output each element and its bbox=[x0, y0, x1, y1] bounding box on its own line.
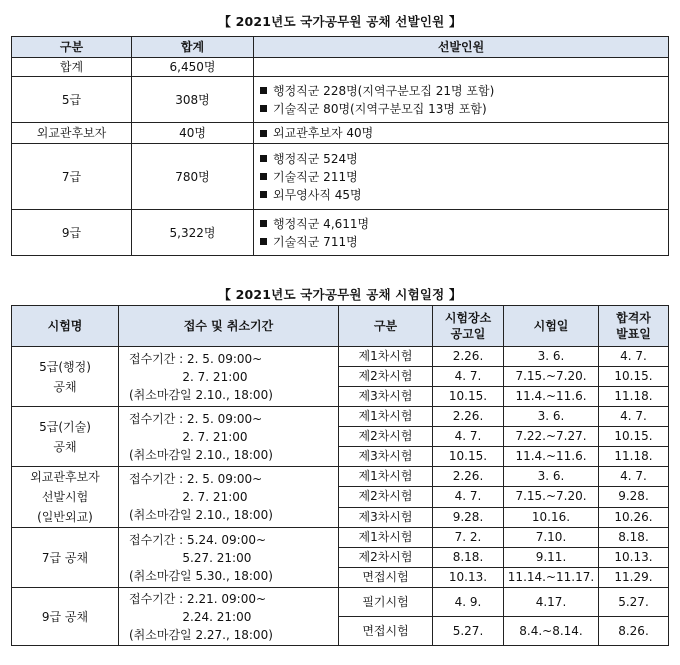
header-category: 구분 bbox=[12, 37, 132, 58]
venue-date-cell: 10.15. bbox=[433, 387, 504, 407]
total-cell: 308명 bbox=[132, 77, 254, 123]
detail-text: 행정직군 228명(지역구분모집 21명 포함) bbox=[273, 83, 495, 98]
category-cell: 9급 bbox=[12, 210, 132, 256]
details-cell bbox=[254, 210, 669, 256]
schedule-table-header bbox=[12, 306, 669, 347]
stage-cell: 제2차시험 bbox=[339, 427, 433, 447]
result-date-cell: 11.29. bbox=[599, 568, 669, 588]
detail-line bbox=[260, 168, 668, 186]
bullet-square-icon bbox=[260, 87, 267, 94]
exam-name-cell: 9급 공채 bbox=[12, 588, 119, 646]
detail-text: 행정직군 4,611명 bbox=[273, 216, 370, 231]
result-date-cell: 8.26. bbox=[599, 617, 669, 646]
bullet-square-icon bbox=[260, 105, 267, 112]
venue-date-cell: 2.26. bbox=[433, 347, 504, 367]
selection-row bbox=[12, 77, 669, 123]
bullet-square-icon bbox=[260, 220, 267, 227]
detail-line bbox=[260, 233, 668, 251]
details-cell bbox=[254, 123, 669, 144]
result-date-cell: 10.15. bbox=[599, 367, 669, 387]
schedule-row bbox=[12, 588, 669, 617]
exam-date-cell: 3. 6. bbox=[504, 407, 599, 427]
exam-date-cell: 3. 6. bbox=[504, 467, 599, 487]
header-total: 합계 bbox=[132, 37, 254, 58]
result-date-cell: 4. 7. bbox=[599, 407, 669, 427]
selection-row bbox=[12, 58, 669, 77]
total-cell: 780명 bbox=[132, 144, 254, 210]
venue-date-cell: 7. 2. bbox=[433, 528, 504, 548]
venue-date-cell: 5.27. bbox=[433, 617, 504, 646]
venue-date-cell: 2.26. bbox=[433, 407, 504, 427]
detail-text: 외교관후보자 40명 bbox=[273, 126, 374, 140]
stage-cell: 면접시험 bbox=[339, 617, 433, 646]
result-date-cell: 8.18. bbox=[599, 528, 669, 548]
period-cell: 접수기간 : 5.24. 09:00~ 5.27. 21:00 (취소마감일 5.30., 18:00) bbox=[119, 528, 339, 588]
detail-text: 기술직군 711명 bbox=[273, 234, 358, 249]
stage-cell: 제1차시험 bbox=[339, 347, 433, 367]
stage-cell: 제3차시험 bbox=[339, 387, 433, 407]
detail-text: 행정직군 524명 bbox=[273, 151, 358, 166]
result-date-cell: 10.15. bbox=[599, 427, 669, 447]
result-date-cell: 5.27. bbox=[599, 588, 669, 617]
stage-cell: 제2차시험 bbox=[339, 548, 433, 568]
exam-date-cell: 7.10. bbox=[504, 528, 599, 548]
exam-date-cell: 11.14.~11.17. bbox=[504, 568, 599, 588]
exam-date-cell: 11.4.~11.6. bbox=[504, 387, 599, 407]
stage-cell: 제1차시험 bbox=[339, 407, 433, 427]
exam-name-cell: 5급(기술) 공채 bbox=[12, 407, 119, 467]
schedule-table bbox=[11, 305, 669, 646]
selection-table-title: 【 2021년도 국가공무원 공채 선발인원 】 bbox=[218, 14, 462, 29]
details-cell bbox=[254, 58, 669, 77]
venue-date-cell: 4. 7. bbox=[433, 367, 504, 387]
schedule-row bbox=[12, 467, 669, 487]
detail-line bbox=[260, 186, 668, 204]
result-date-cell: 4. 7. bbox=[599, 467, 669, 487]
exam-date-cell: 4.17. bbox=[504, 588, 599, 617]
exam-date-cell: 7.15.~7.20. bbox=[504, 367, 599, 387]
stage-cell: 제1차시험 bbox=[339, 467, 433, 487]
stage-cell: 제3차시험 bbox=[339, 507, 433, 527]
bullet-square-icon bbox=[260, 173, 267, 180]
schedule-row bbox=[12, 407, 669, 427]
selection-row bbox=[12, 210, 669, 256]
selection-table-header bbox=[12, 37, 669, 58]
bullet-square-icon bbox=[260, 130, 267, 137]
schedule-row bbox=[12, 528, 669, 548]
header-details: 선발인원 bbox=[254, 37, 669, 58]
stage-cell: 필기시험 bbox=[339, 588, 433, 617]
venue-date-cell: 9.28. bbox=[433, 507, 504, 527]
venue-date-cell: 10.15. bbox=[433, 447, 504, 467]
venue-date-cell: 10.13. bbox=[433, 568, 504, 588]
result-date-cell: 11.18. bbox=[599, 387, 669, 407]
details-cell bbox=[254, 144, 669, 210]
selection-row bbox=[12, 123, 669, 144]
header-result-date: 합격자 발표일 bbox=[599, 306, 669, 347]
bullet-square-icon bbox=[260, 155, 267, 162]
exam-name-cell: 외교관후보자 선발시험 (일반외교) bbox=[12, 467, 119, 528]
schedule-row bbox=[12, 347, 669, 367]
exam-date-cell: 7.22.~7.27. bbox=[504, 427, 599, 447]
exam-date-cell: 10.16. bbox=[504, 507, 599, 527]
selection-row bbox=[12, 144, 669, 210]
period-cell: 접수기간 : 2. 5. 09:00~ 2. 7. 21:00 (취소마감일 2.10., 18:00) bbox=[119, 467, 339, 528]
detail-text: 외무영사직 45명 bbox=[273, 187, 362, 202]
stage-cell: 면접시험 bbox=[339, 568, 433, 588]
period-cell: 접수기간 : 2. 5. 09:00~ 2. 7. 21:00 (취소마감일 2.10., 18:00) bbox=[119, 407, 339, 467]
detail-line bbox=[260, 82, 668, 100]
schedule-table-title: 【 2021년도 국가공무원 공채 시험일정 】 bbox=[218, 287, 462, 302]
category-cell: 합계 bbox=[12, 58, 132, 77]
header-venue-date: 시험장소 공고일 bbox=[433, 306, 504, 347]
exam-name-cell: 7급 공채 bbox=[12, 528, 119, 588]
header-stage: 구분 bbox=[339, 306, 433, 347]
venue-date-cell: 8.18. bbox=[433, 548, 504, 568]
result-date-cell: 4. 7. bbox=[599, 347, 669, 367]
venue-date-cell: 4. 9. bbox=[433, 588, 504, 617]
exam-date-cell: 8.4.~8.14. bbox=[504, 617, 599, 646]
stage-cell: 제1차시험 bbox=[339, 528, 433, 548]
result-date-cell: 10.13. bbox=[599, 548, 669, 568]
exam-date-cell: 9.11. bbox=[504, 548, 599, 568]
result-date-cell: 11.18. bbox=[599, 447, 669, 467]
category-cell: 5급 bbox=[12, 77, 132, 123]
detail-text: 기술직군 80명(지역구분모집 13명 포함) bbox=[273, 101, 487, 116]
exam-name-cell: 5급(행정) 공채 bbox=[12, 347, 119, 407]
total-cell: 6,450명 bbox=[132, 58, 254, 77]
stage-cell: 제2차시험 bbox=[339, 367, 433, 387]
header-period: 접수 및 취소기간 bbox=[119, 306, 339, 347]
header-exam-date: 시험일 bbox=[504, 306, 599, 347]
detail-line bbox=[260, 100, 668, 118]
period-cell: 접수기간 : 2. 5. 09:00~ 2. 7. 21:00 (취소마감일 2.10., 18:00) bbox=[119, 347, 339, 407]
venue-date-cell: 2.26. bbox=[433, 467, 504, 487]
total-cell: 40명 bbox=[132, 123, 254, 144]
result-date-cell: 10.26. bbox=[599, 507, 669, 527]
stage-cell: 제2차시험 bbox=[339, 487, 433, 507]
category-cell: 7급 bbox=[12, 144, 132, 210]
venue-date-cell: 4. 7. bbox=[433, 487, 504, 507]
selection-table bbox=[11, 36, 669, 256]
venue-date-cell: 4. 7. bbox=[433, 427, 504, 447]
bullet-square-icon bbox=[260, 238, 267, 245]
bullet-square-icon bbox=[260, 191, 267, 198]
exam-date-cell: 11.4.~11.6. bbox=[504, 447, 599, 467]
exam-date-cell: 7.15.~7.20. bbox=[504, 487, 599, 507]
details-cell bbox=[254, 77, 669, 123]
stage-cell: 제3차시험 bbox=[339, 447, 433, 467]
category-cell: 외교관후보자 bbox=[12, 123, 132, 144]
exam-date-cell: 3. 6. bbox=[504, 347, 599, 367]
total-cell: 5,322명 bbox=[132, 210, 254, 256]
detail-line bbox=[260, 150, 668, 168]
detail-line bbox=[260, 124, 668, 142]
result-date-cell: 9.28. bbox=[599, 487, 669, 507]
detail-text: 기술직군 211명 bbox=[273, 169, 358, 184]
header-exam-name: 시험명 bbox=[12, 306, 119, 347]
period-cell: 접수기간 : 2.21. 09:00~ 2.24. 21:00 (취소마감일 2.27., 18:00) bbox=[119, 588, 339, 646]
detail-line bbox=[260, 215, 668, 233]
